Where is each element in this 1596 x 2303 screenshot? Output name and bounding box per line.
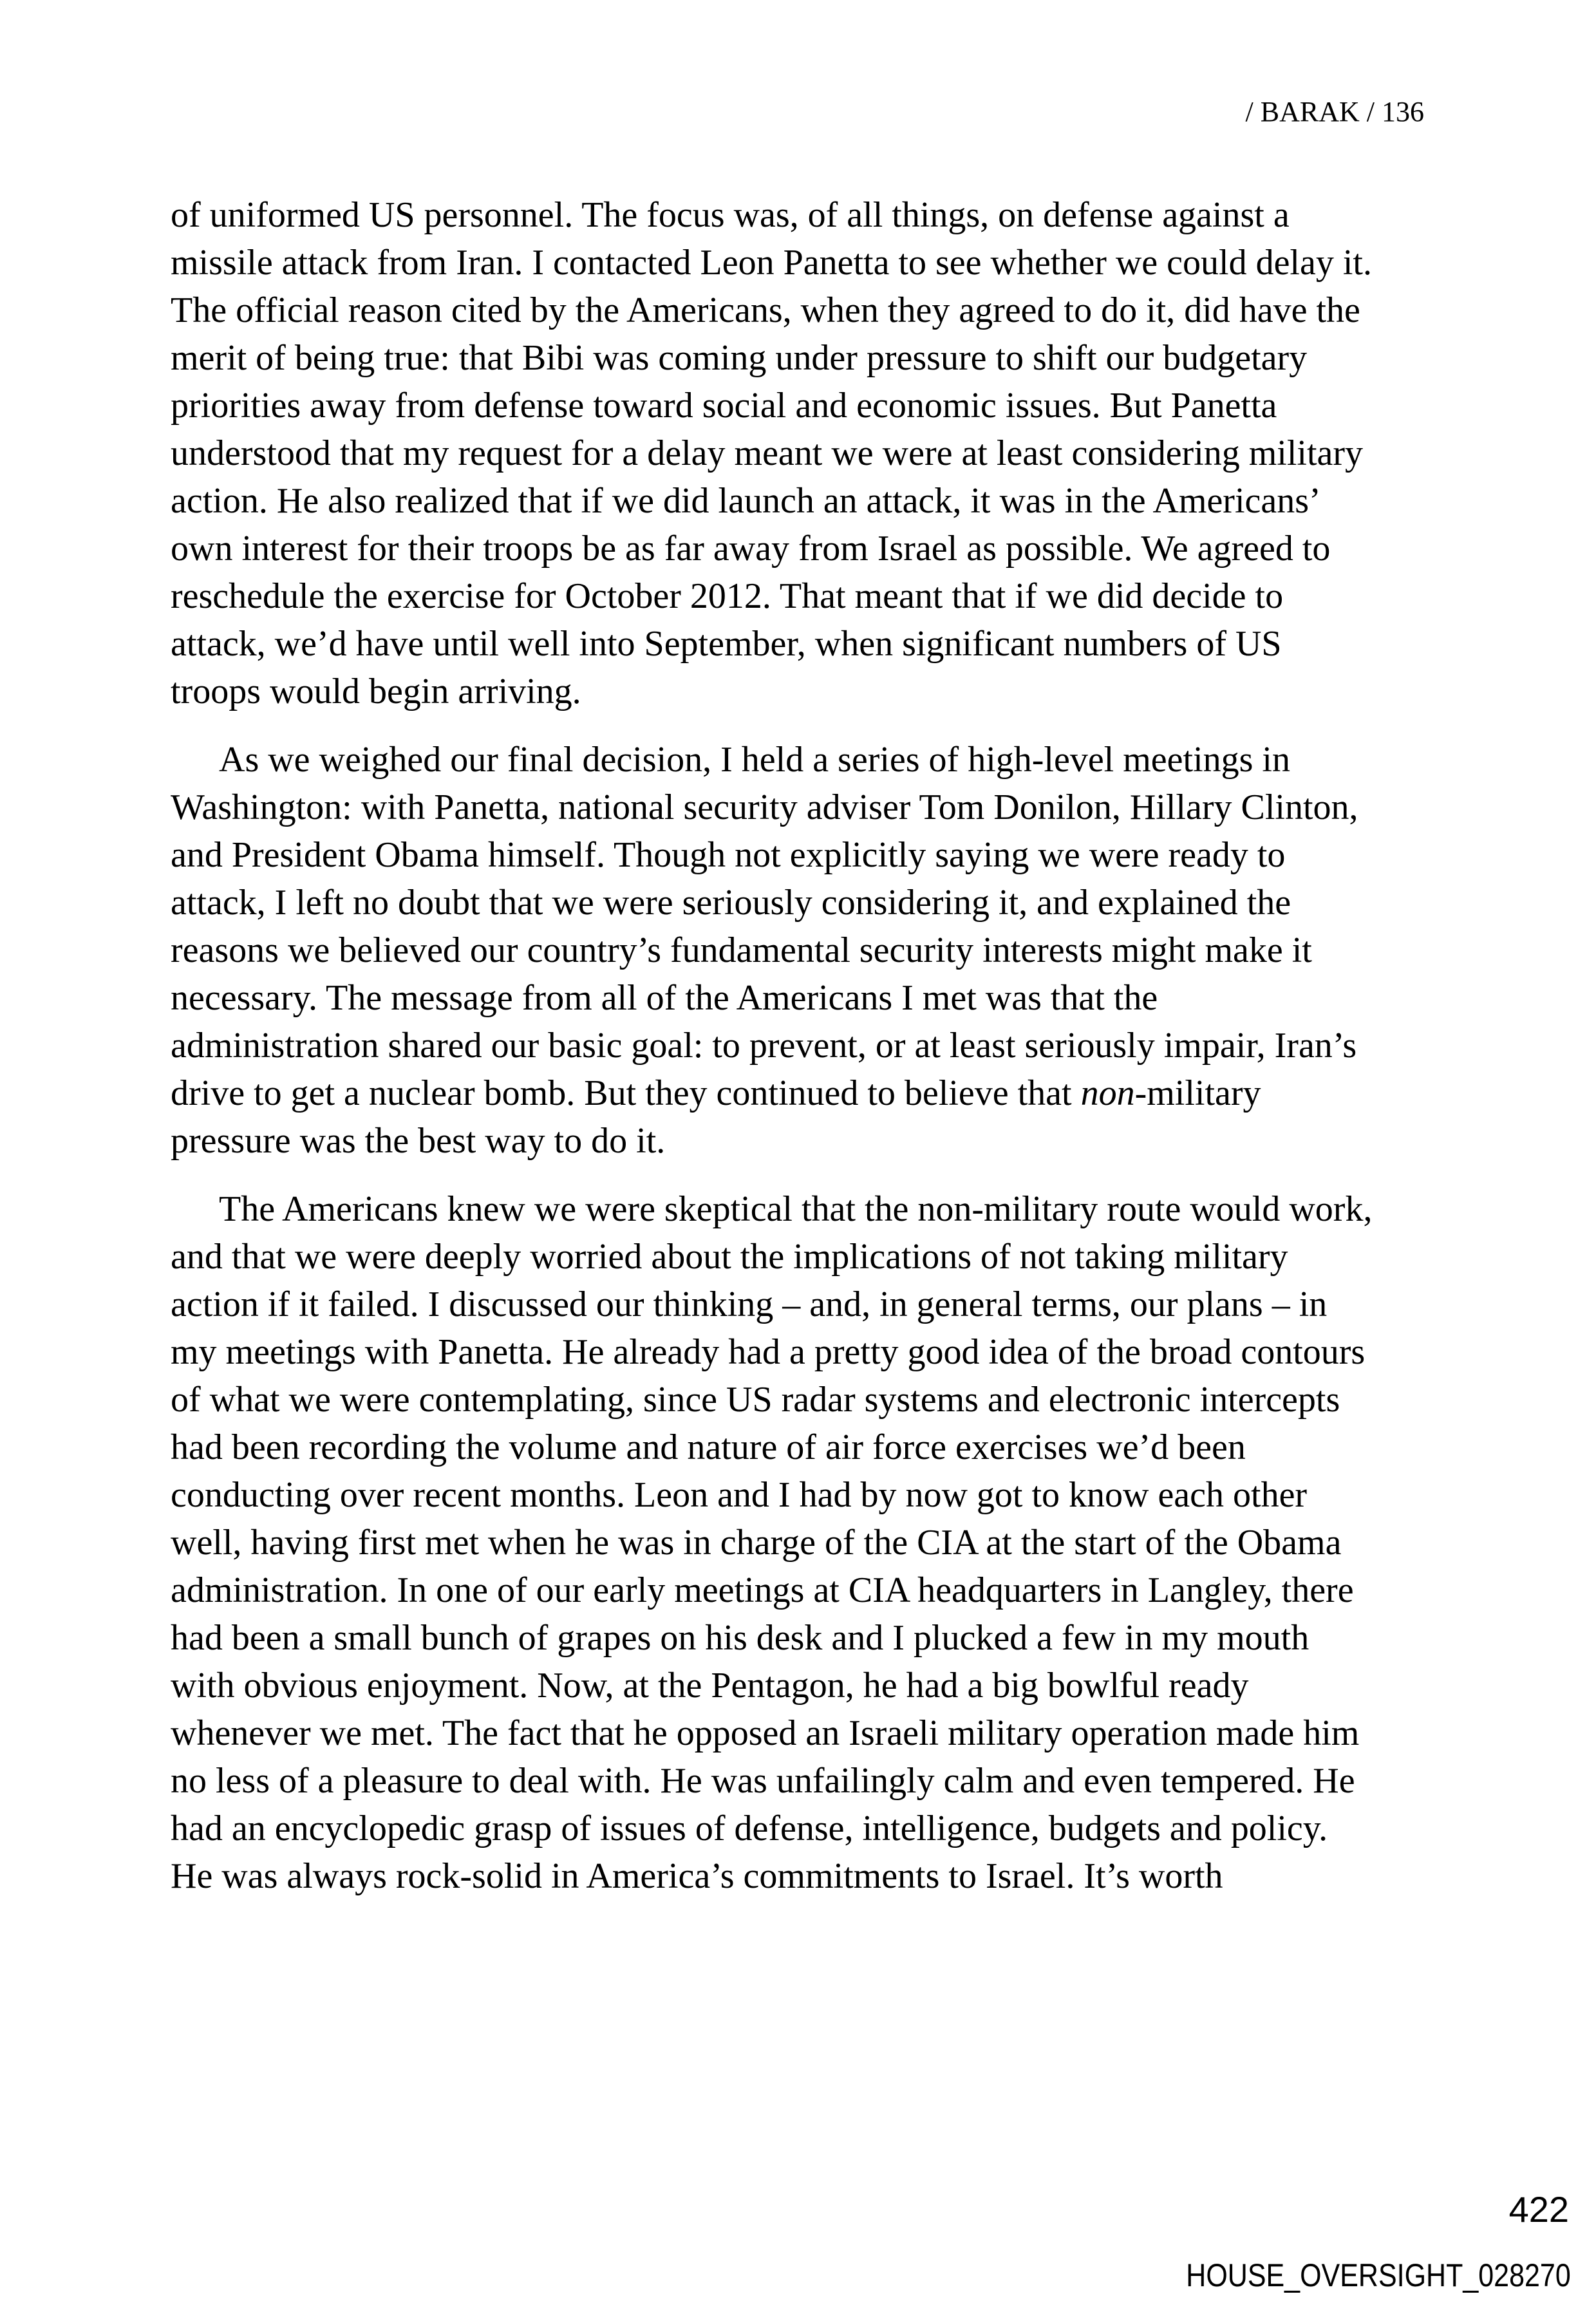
paragraph-3 [171, 1185, 1432, 1900]
text-line: had an encyclopedic grasp of issues of defense, intelligence, budgets and policy. [171, 1809, 1328, 1848]
text-line: action. He also realized that if we did launch an attack, it was in the Americans’ [171, 481, 1321, 521]
text-line: whenever we met. The fact that he opposed an Israeli military operation made him [171, 1713, 1360, 1753]
italic-emphasis: non [1080, 1073, 1135, 1113]
text-line: necessary. The message from all of the Americans I met was that the [171, 978, 1158, 1018]
text-line: missile attack from Iran. I contacted Leon Panetta to see whether we could delay it. [171, 243, 1372, 283]
text-line: and President Obama himself. Though not explicitly saying we were ready to [171, 835, 1286, 875]
running-header: / BARAK / 136 [1245, 96, 1424, 127]
text-line: He was always rock-solid in America’s commitments to Israel. It’s worth [171, 1856, 1223, 1896]
text-line: The official reason cited by the Americans, when they agreed to do it, did have the [171, 290, 1360, 330]
text-line: of uniformed US personnel. The focus was, of all things, on defense against a [171, 195, 1290, 235]
text-line: understood that my request for a delay meant we were at least considering military [171, 433, 1364, 473]
text-line: had been a small bunch of grapes on his desk and I plucked a few in my mouth [171, 1618, 1310, 1658]
text-line: Washington: with Panetta, national security adviser Tom Donilon, Hillary Clinton, [171, 787, 1358, 827]
text-line: troops would begin arriving. [171, 672, 581, 711]
text-line: own interest for their troops be as far away from Israel as possible. We agreed to [171, 529, 1331, 569]
text-line: attack, I left no doubt that we were seriously considering it, and explained the [171, 883, 1291, 923]
text-line: administration. In one of our early meetings at CIA headquarters in Langley, there [171, 1570, 1354, 1610]
text-line: reschedule the exercise for October 2012. That meant that if we did decide to [171, 576, 1284, 616]
text-line: conducting over recent months. Leon and I had by now got to know each other [171, 1475, 1308, 1515]
page-number: 422 [1508, 2189, 1569, 2230]
text-line: pressure was the best way to do it. [171, 1121, 666, 1161]
text-line: of what we were contemplating, since US radar systems and electronic intercepts [171, 1380, 1340, 1420]
text-line: merit of being true: that Bibi was coming under pressure to shift our budgetary [171, 338, 1308, 378]
text-segment: drive to get a nuclear bomb. But they continued to believe that [171, 1073, 1081, 1113]
text-segment: -military [1134, 1073, 1261, 1113]
text-line: The Americans knew we were skeptical that the non-military route would work, [219, 1189, 1373, 1229]
text-line: and that we were deeply worried about the implications of not taking military [171, 1237, 1288, 1277]
body-text [171, 191, 1432, 1921]
paragraph-1 [171, 191, 1432, 715]
text-line: action if it failed. I discussed our thinking – and, in general terms, our plans – in [171, 1284, 1328, 1324]
text-line: priorities away from defense toward social and economic issues. But Panetta [171, 386, 1277, 426]
text-line: well, having first met when he was in charge of the CIA at the start of the Obama [171, 1523, 1342, 1563]
text-line: reasons we believed our country’s fundamental security interests might make it [171, 930, 1312, 970]
bates-stamp: HOUSE_OVERSIGHT_028270 [1186, 2257, 1571, 2293]
text-line-with-italic [171, 1069, 1432, 1117]
text-line: no less of a pleasure to deal with. He was unfailingly calm and even tempered. He [171, 1761, 1355, 1801]
text-line: administration shared our basic goal: to prevent, or at least seriously impair, Iran’s [171, 1026, 1357, 1066]
paragraph-2 [171, 736, 1432, 1165]
text-line: with obvious enjoyment. Now, at the Pentagon, he had a big bowlful ready [171, 1666, 1249, 1706]
text-line: my meetings with Panetta. He already had a pretty good idea of the broad contours [171, 1332, 1366, 1372]
text-line: As we weighed our final decision, I held a series of high-level meetings in [219, 740, 1290, 780]
text-line: attack, we’d have until well into September, when significant numbers of US [171, 624, 1282, 664]
text-line: had been recording the volume and nature of air force exercises we’d been [171, 1427, 1246, 1467]
